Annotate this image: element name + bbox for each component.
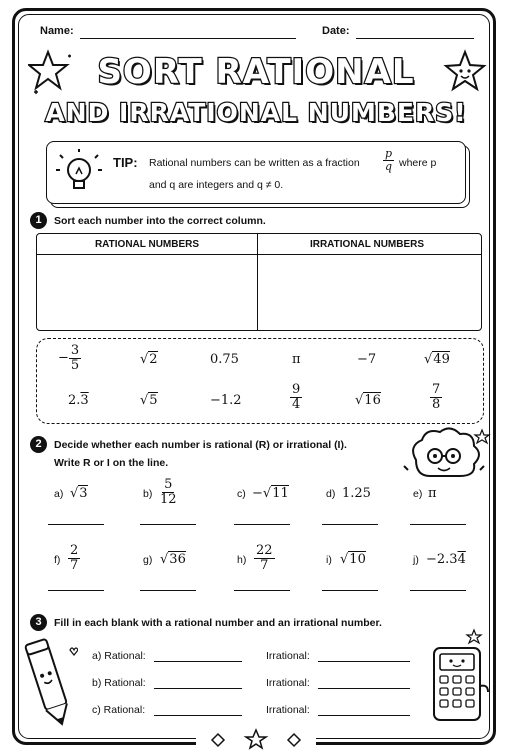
- tip-text-2: where p: [399, 157, 437, 169]
- q2-f-value: $\frac{2}{7}$: [70, 543, 79, 573]
- bank-2-point-3-repeating[interactable]: 2.3: [68, 393, 89, 408]
- bank-0-75[interactable]: 0.75: [210, 352, 239, 367]
- q3-a-irrational-label: Irrational:: [266, 650, 310, 662]
- question-3-badge: 3: [30, 614, 47, 631]
- bank-pi[interactable]: π: [292, 352, 301, 367]
- question-1-instruction: Sort each number into the correct column.: [54, 215, 266, 227]
- q2-j-answer[interactable]: [410, 590, 466, 591]
- q2-g-label: g): [143, 554, 153, 566]
- q2-a-value: √3: [70, 486, 88, 501]
- q2-e-label: e): [413, 488, 423, 500]
- number-bank: [36, 338, 484, 424]
- title-line-2: AND IRRATIONAL NUMBERS!: [45, 98, 467, 127]
- q2-d-label: d): [326, 488, 336, 500]
- sort-table: [36, 233, 482, 331]
- rational-column-area[interactable]: [39, 257, 255, 329]
- bank-sqrt-16[interactable]: √16: [355, 393, 381, 408]
- q2-c-label: c): [237, 488, 246, 500]
- q2-f-answer[interactable]: [48, 590, 104, 591]
- pencil-mascot-icon: [20, 636, 78, 732]
- title-line-1: SORT RATIONAL: [97, 52, 415, 92]
- bank-neg-3-5[interactable]: − $\frac{3}{5}$: [58, 343, 80, 373]
- lightbulb-icon: [55, 148, 103, 198]
- date-label: Date:: [322, 25, 350, 37]
- q3-a-irrational-blank[interactable]: [318, 661, 410, 662]
- q2-g-answer[interactable]: [140, 590, 196, 591]
- name-field[interactable]: [80, 38, 296, 39]
- q3-c-irrational-blank[interactable]: [318, 715, 410, 716]
- question-1-badge: 1: [30, 212, 47, 229]
- tip-box: [46, 141, 466, 204]
- q2-f-label: f): [54, 554, 61, 566]
- q3-c-irrational-label: Irrational:: [266, 704, 310, 716]
- q2-b-value: $\frac{5}{12}$: [160, 477, 177, 507]
- q2-c-answer[interactable]: [234, 524, 290, 525]
- calculator-mascot-icon: [424, 628, 494, 732]
- q2-h-value: $\frac{22}{7}$: [256, 543, 273, 573]
- q2-d-answer[interactable]: [322, 524, 378, 525]
- tip-text-1: Rational numbers can be written as a fraction: [149, 157, 360, 169]
- tip-text-line-2: and q are integers and q ≠ 0.: [149, 179, 284, 191]
- bottom-ornament-icon: [196, 728, 316, 752]
- q2-j-label: j): [413, 554, 419, 566]
- q2-e-value: π: [428, 486, 437, 501]
- question-2-badge: 2: [30, 436, 47, 453]
- q3-a-rational-label: a) Rational:: [92, 650, 146, 662]
- q2-a-answer[interactable]: [48, 524, 104, 525]
- bank-neg-1-2[interactable]: −1.2: [210, 393, 242, 408]
- q2-j-value: −2.34: [426, 552, 466, 567]
- tip-label: TIP:: [113, 155, 138, 170]
- q3-b-irrational-label: Irrational:: [266, 677, 310, 689]
- bank-neg-7[interactable]: −7: [357, 352, 377, 367]
- bank-sqrt-49[interactable]: √49: [424, 352, 450, 367]
- tip-fraction: $\frac{p}{q}$: [385, 147, 393, 173]
- bank-sqrt-5[interactable]: √5: [140, 393, 158, 408]
- q3-b-rational-label: b) Rational:: [92, 677, 146, 689]
- q2-h-label: h): [237, 554, 247, 566]
- question-2-instruction-1: Decide whether each number is rational (R) or irrational (I).: [54, 439, 347, 451]
- q2-a-label: a): [54, 488, 64, 500]
- date-field[interactable]: [356, 38, 474, 39]
- name-label: Name:: [40, 25, 74, 37]
- bank-7-8[interactable]: $\frac{7}{8}$: [432, 382, 441, 412]
- q3-b-irrational-blank[interactable]: [318, 688, 410, 689]
- rational-column-header: RATIONAL NUMBERS: [94, 239, 200, 250]
- q2-h-answer[interactable]: [234, 590, 290, 591]
- brain-mascot-icon: [402, 426, 492, 490]
- q3-b-rational-blank[interactable]: [154, 688, 242, 689]
- q2-i-label: i): [326, 554, 332, 566]
- question-2-instruction-2: Write R or I on the line.: [54, 457, 169, 469]
- question-3-instruction: Fill in each blank with a rational number and an irrational number.: [54, 617, 382, 629]
- q2-g-value: √36: [160, 552, 186, 567]
- q3-c-rational-blank[interactable]: [154, 715, 242, 716]
- q2-i-value: √10: [340, 552, 366, 567]
- q2-b-label: b): [143, 488, 153, 500]
- q3-c-rational-label: c) Rational:: [92, 704, 146, 716]
- irrational-column-area[interactable]: [261, 257, 479, 329]
- q2-b-answer[interactable]: [140, 524, 196, 525]
- q2-c-value: −√11: [252, 486, 289, 501]
- bank-9-4[interactable]: $\frac{9}{4}$: [292, 382, 301, 412]
- q3-a-rational-blank[interactable]: [154, 661, 242, 662]
- bank-sqrt-2[interactable]: √2: [140, 352, 158, 367]
- q2-d-value: 1.25: [342, 486, 371, 501]
- irrational-column-header: IRRATIONAL NUMBERS: [309, 239, 425, 250]
- q2-i-answer[interactable]: [322, 590, 378, 591]
- q2-e-answer[interactable]: [410, 524, 466, 525]
